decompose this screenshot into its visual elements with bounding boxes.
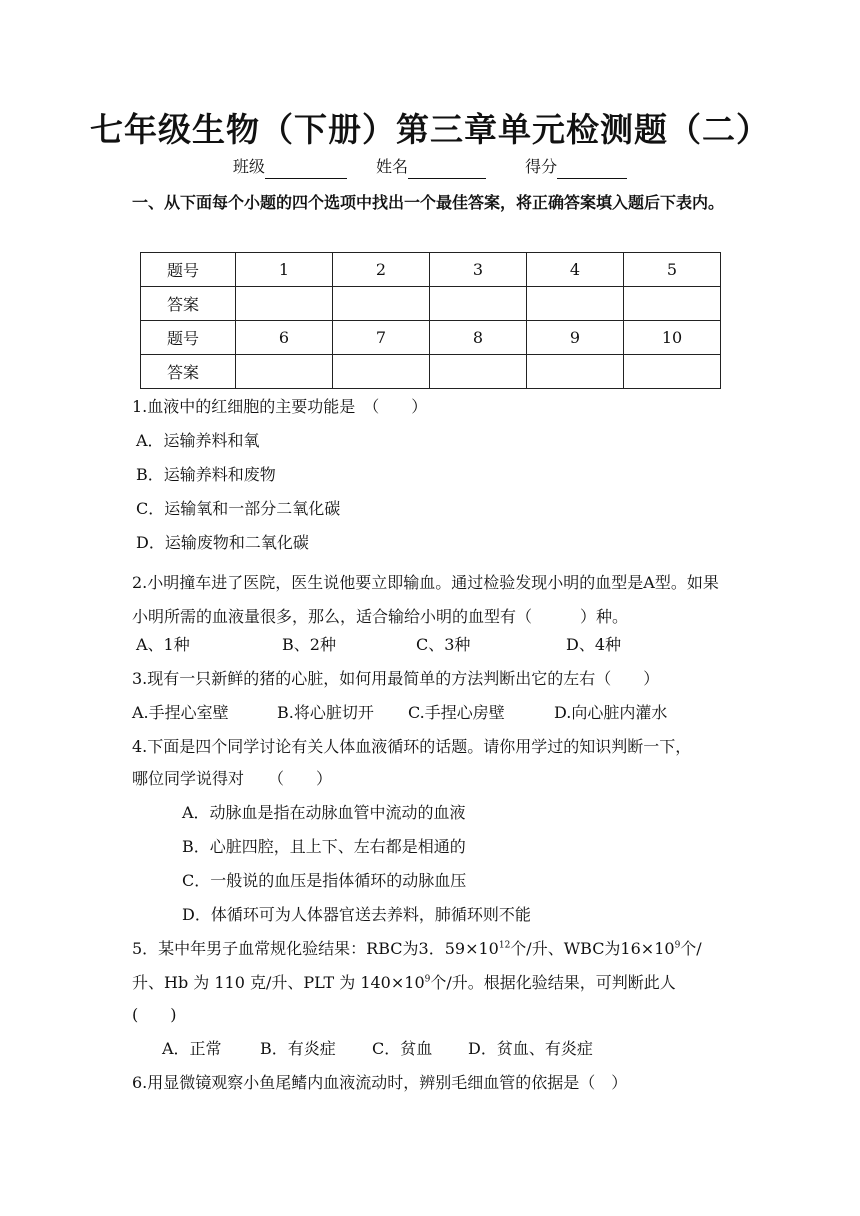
answer-cell[interactable] <box>236 355 333 389</box>
question-5-stem-line-3: ( ) <box>132 1005 177 1024</box>
question-4-option-a[interactable]: A．动脉血是指在动脉血管中流动的血液 <box>182 803 466 822</box>
class-blank[interactable] <box>265 160 347 179</box>
question-4-stem-line-1: 4.下面是四个同学讨论有关人体血液循环的话题。请你用学过的知识判断一下， <box>132 737 692 756</box>
question-1-option-c[interactable]: C．运输氧和一部分二氧化碳 <box>136 499 341 518</box>
answer-table <box>140 252 721 389</box>
table-row <box>141 253 721 287</box>
question-3-stem: 3.现有一只新鲜的猪的心脏，如何用最简单的方法判断出它的左右（ ） <box>132 669 660 688</box>
question-2-option-c[interactable]: C、3种 <box>416 635 471 654</box>
table-row <box>141 321 721 355</box>
question-5-option-c[interactable]: C．贫血 <box>372 1039 433 1058</box>
answer-cell[interactable] <box>430 355 527 389</box>
q5-exponent: 9 <box>674 940 681 951</box>
question-number-cell: 5 <box>624 253 721 287</box>
answer-cell[interactable] <box>527 287 624 321</box>
q5-text: 升、Hb 为 110 克/升、PLT 为 140×10 <box>132 973 425 992</box>
student-info-line <box>0 155 860 179</box>
question-5-stem-line-2 <box>132 972 676 994</box>
question-5-stem-line-1 <box>132 938 702 960</box>
question-3-option-a[interactable]: A.手捏心室壁 <box>132 703 229 722</box>
table-row <box>141 355 721 389</box>
question-2-option-b[interactable]: B、2种 <box>282 635 336 654</box>
question-number-cell: 1 <box>236 253 333 287</box>
question-1-option-d[interactable]: D．运输废物和二氧化碳 <box>136 533 309 552</box>
page-title: 七年级生物（下册）第三章单元检测题（二） <box>90 110 770 149</box>
name-label: 姓名 <box>375 157 408 176</box>
question-1-option-b[interactable]: B．运输养料和废物 <box>136 465 276 484</box>
answer-cell[interactable] <box>430 287 527 321</box>
score-label: 得分 <box>525 157 558 176</box>
question-3-option-d[interactable]: D.向心脏内灌水 <box>554 703 668 722</box>
q5-exponent: 12 <box>498 940 511 951</box>
question-4-stem-line-2: 哪位同学说得对 （ ） <box>132 769 333 788</box>
question-number-cell: 9 <box>527 321 624 355</box>
question-1-stem: 1.血液中的红细胞的主要功能是 （ ） <box>132 397 428 416</box>
question-6-stem: 6.用显微镜观察小鱼尾鳍内血液流动时，辨别毛细血管的依据是（ ） <box>132 1073 628 1092</box>
question-3-option-b[interactable]: B.将心脏切开 <box>277 703 374 722</box>
question-number-cell: 6 <box>236 321 333 355</box>
question-5-option-d[interactable]: D．贫血、有炎症 <box>468 1039 593 1058</box>
question-number-label: 题号 <box>141 321 236 355</box>
answer-label: 答案 <box>141 355 236 389</box>
question-1-option-a[interactable]: A．运输养料和氧 <box>136 431 260 450</box>
question-3-option-c[interactable]: C.手捏心房壁 <box>408 703 505 722</box>
question-number-cell: 2 <box>333 253 430 287</box>
question-number-cell: 3 <box>430 253 527 287</box>
score-field[interactable] <box>525 155 627 179</box>
answer-cell[interactable] <box>527 355 624 389</box>
answer-cell[interactable] <box>333 355 430 389</box>
question-5-option-a[interactable]: A．正常 <box>162 1039 222 1058</box>
class-label: 班级 <box>232 157 265 176</box>
question-number-label: 题号 <box>141 253 236 287</box>
answer-cell[interactable] <box>624 355 721 389</box>
question-2-option-a[interactable]: A、1种 <box>136 635 190 654</box>
q5-exponent: 9 <box>424 974 431 985</box>
question-2-stem: 2.小明撞车进了医院，医生说他要立即输血。通过检验发现小明的血型是A型。如果小明所需的血液量很多，那么，适合输给小明的血型有（ ）种。 <box>132 573 719 626</box>
name-field[interactable] <box>376 155 486 179</box>
q5-text: 5．某中年男子血常规化验结果：RBC为3．59×10 <box>132 939 499 958</box>
class-field[interactable] <box>233 155 347 179</box>
section-heading: 一、从下面每个小题的四个选项中找出一个最佳答案，将正确答案填入题后下表内。 <box>132 193 725 212</box>
q5-text: 个/升。根据化验结果，可判断此人 <box>430 973 676 992</box>
name-blank[interactable] <box>408 160 486 179</box>
table-row <box>141 287 721 321</box>
question-4-option-b[interactable]: B．心脏四腔，且上下、左右都是相通的 <box>182 837 466 856</box>
score-blank[interactable] <box>557 160 627 179</box>
answer-cell[interactable] <box>624 287 721 321</box>
question-number-cell: 4 <box>527 253 624 287</box>
question-4-option-d[interactable]: D．体循环可为人体器官送去养料，肺循环则不能 <box>182 905 531 924</box>
answer-cell[interactable] <box>236 287 333 321</box>
question-2-option-d[interactable]: D、4种 <box>566 635 622 654</box>
question-number-cell: 7 <box>333 321 430 355</box>
q5-text: 个/ <box>680 939 702 958</box>
q5-text: 个/升、WBC为16×10 <box>510 939 675 958</box>
question-5-option-b[interactable]: B．有炎症 <box>260 1039 336 1058</box>
answer-cell[interactable] <box>333 287 430 321</box>
question-number-cell: 8 <box>430 321 527 355</box>
answer-label: 答案 <box>141 287 236 321</box>
question-number-cell: 10 <box>624 321 721 355</box>
question-4-option-c[interactable]: C．一般说的血压是指体循环的动脉血压 <box>182 871 467 890</box>
